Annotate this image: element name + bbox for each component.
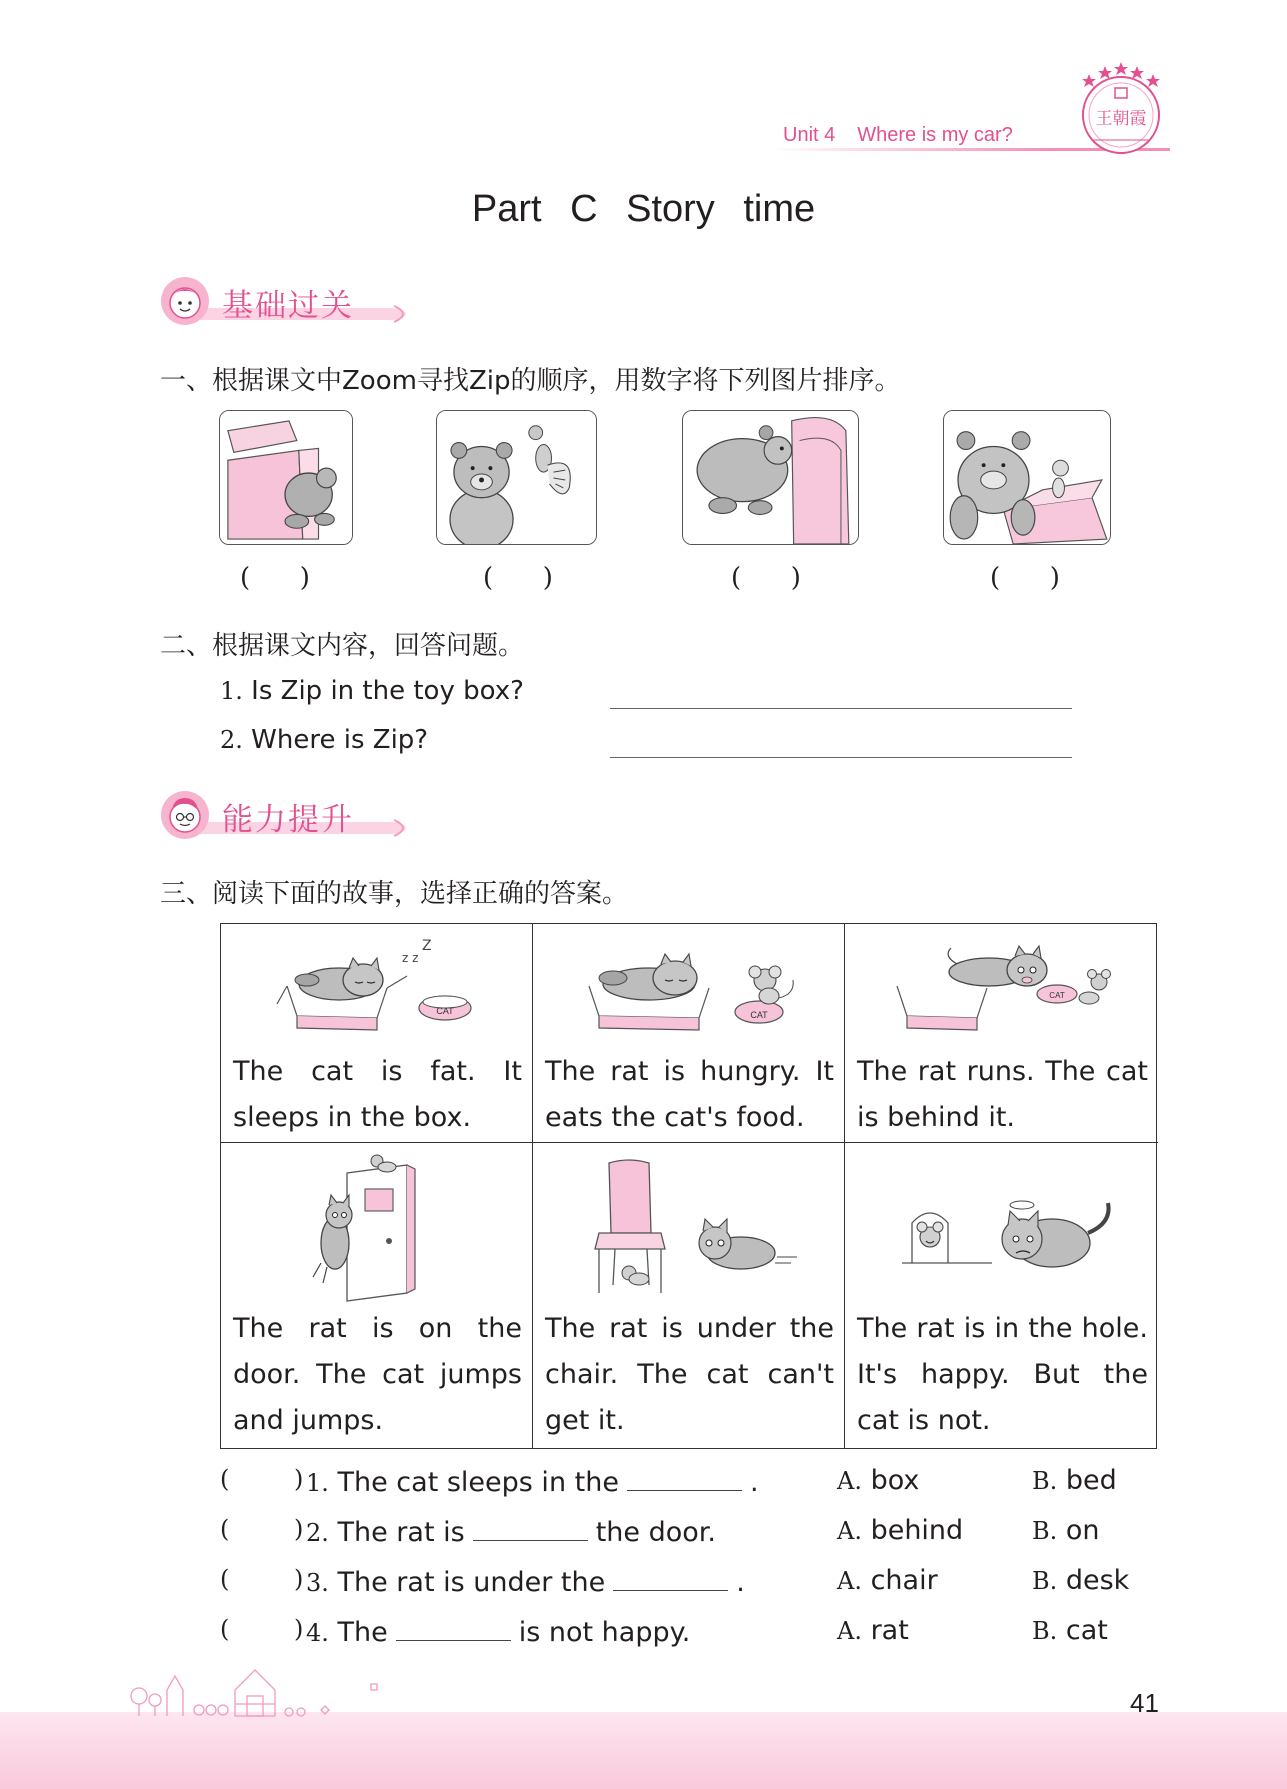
section-banner-advanced xyxy=(160,790,420,844)
panel-5-art xyxy=(533,1153,844,1303)
panel-6-text: The rat is in the hole. It's happy. But the cat is not. xyxy=(857,1313,1148,1436)
option-letter: A. xyxy=(837,1467,862,1495)
bear-at-toy-box-illustration xyxy=(944,411,1110,544)
question-2-item-1 xyxy=(220,676,524,706)
cat-sleeping-in-box-illustration xyxy=(267,936,487,1041)
rat-on-door-cat-jumping-illustration xyxy=(277,1153,477,1303)
answer-line-2[interactable] xyxy=(610,757,1072,758)
footer-town-decoration xyxy=(125,1660,385,1720)
panel-4-text: The rat is on the door. The cat jumps and jumps. xyxy=(233,1313,522,1436)
picture-2 xyxy=(436,410,597,545)
rat-eating-cat-food-illustration xyxy=(569,936,809,1041)
answer-paren-open[interactable]: ( xyxy=(220,1615,230,1643)
mcq-row-3 xyxy=(220,1565,1180,1605)
question-number: 2. xyxy=(306,1519,329,1547)
answer-paren-close[interactable]: ) xyxy=(294,1615,304,1643)
section-label-basic: 基础过关 xyxy=(222,288,354,324)
option-letter: B. xyxy=(1032,1617,1058,1645)
question-1-heading: 一、根据课文中Zoom寻找Zip的顺序，用数字将下列图片排序。 xyxy=(160,366,901,396)
option-text: desk xyxy=(1065,1565,1130,1596)
option-letter: B. xyxy=(1032,1567,1058,1595)
question-3-heading: 三、阅读下面的故事，选择正确的答案。 xyxy=(160,879,629,909)
option-text: behind xyxy=(870,1515,964,1546)
item-number: 2. xyxy=(220,726,243,754)
mcq-row-2 xyxy=(220,1515,1180,1555)
question-stem xyxy=(306,1465,759,1498)
story-panel-6 xyxy=(845,1143,1158,1448)
section-label-advanced: 能力提升 xyxy=(222,802,354,838)
panel-3-text: The rat runs. The cat is behind it. xyxy=(857,1056,1148,1133)
section-banner-basic xyxy=(160,276,420,330)
answer-paren-open[interactable]: ( xyxy=(220,1515,230,1543)
panel-2-art xyxy=(533,936,844,1041)
svg-text:CAT: CAT xyxy=(1048,991,1065,1000)
stem-before: The cat sleeps in the xyxy=(337,1467,619,1498)
bear-behind-chair-illustration xyxy=(683,411,858,544)
running-header xyxy=(783,124,1013,147)
option-text: cat xyxy=(1065,1615,1108,1646)
fill-blank[interactable] xyxy=(473,1515,588,1541)
story-panel-3 xyxy=(845,924,1158,1143)
question-stem xyxy=(306,1515,716,1548)
answer-paren-1[interactable]: ( ) xyxy=(240,563,310,593)
answer-paren-3[interactable]: ( ) xyxy=(731,563,801,593)
svg-text:王朝霞: 王朝霞 xyxy=(1095,109,1147,129)
option-a[interactable] xyxy=(837,1465,919,1496)
option-letter: A. xyxy=(837,1617,862,1645)
rat-running-cat-chasing-illustration xyxy=(877,936,1127,1041)
story-table xyxy=(220,923,1157,1449)
panel-5-text: The rat is under the chair. The cat can't get it. xyxy=(545,1313,834,1436)
panel-2-text: The rat is hungry. It eats the cat's food. xyxy=(545,1056,834,1133)
svg-text:z z: z z xyxy=(401,951,418,965)
panel-3-art xyxy=(845,936,1158,1041)
page-title: Part C Story time xyxy=(471,188,816,230)
answer-paren-close[interactable]: ) xyxy=(294,1515,304,1543)
stem-after: the door. xyxy=(595,1517,716,1548)
option-a[interactable] xyxy=(837,1565,938,1596)
question-number: 1. xyxy=(306,1469,329,1497)
item-text: Where is Zip? xyxy=(251,725,429,755)
rat-under-chair-illustration xyxy=(569,1153,809,1303)
unit-title: Where is my car? xyxy=(857,124,1013,146)
stem-before: The xyxy=(337,1617,388,1648)
picture-1 xyxy=(219,410,353,545)
question-number: 4. xyxy=(306,1619,329,1647)
item-text: Is Zip in the toy box? xyxy=(251,676,524,706)
svg-text:CAT: CAT xyxy=(435,1006,454,1016)
panel-6-art xyxy=(845,1163,1158,1293)
rat-in-hole-sad-cat-illustration xyxy=(882,1163,1122,1293)
publisher-seal xyxy=(1071,60,1171,160)
girl-avatar-icon xyxy=(160,276,210,326)
footer-band xyxy=(0,1712,1287,1789)
option-text: on xyxy=(1065,1515,1100,1546)
option-letter: B. xyxy=(1032,1517,1058,1545)
option-b[interactable] xyxy=(1032,1565,1129,1596)
picture-4 xyxy=(943,410,1111,545)
page-number: 41 xyxy=(1130,1688,1159,1718)
option-text: chair xyxy=(870,1565,938,1596)
option-a[interactable] xyxy=(837,1515,963,1546)
picture-3 xyxy=(682,410,859,545)
story-panel-2 xyxy=(533,924,845,1143)
answer-paren-close[interactable]: ) xyxy=(294,1565,304,1593)
panel-1-art xyxy=(221,936,532,1041)
stem-before: The rat is under the xyxy=(337,1567,606,1598)
option-b[interactable] xyxy=(1032,1515,1100,1546)
question-stem xyxy=(306,1615,690,1648)
option-b[interactable] xyxy=(1032,1465,1117,1496)
bear-sees-squirrel-illustration xyxy=(437,411,596,544)
boy-avatar-icon xyxy=(160,790,210,840)
answer-paren-close[interactable]: ) xyxy=(294,1465,304,1493)
stem-after: . xyxy=(736,1567,745,1598)
option-letter: A. xyxy=(837,1567,862,1595)
fill-blank[interactable] xyxy=(613,1565,728,1591)
panel-1-text: The cat is fat. It sleeps in the box. xyxy=(233,1056,522,1133)
item-number: 1. xyxy=(220,677,243,705)
town-doodle-icon xyxy=(125,1660,385,1720)
bear-on-bed-illustration xyxy=(220,411,352,544)
question-2-heading: 二、根据课文内容，回答问题。 xyxy=(160,631,525,661)
answer-paren-open[interactable]: ( xyxy=(220,1565,230,1593)
panel-4-art xyxy=(221,1153,532,1303)
mcq-row-1 xyxy=(220,1465,1180,1505)
question-number: 3. xyxy=(306,1569,329,1597)
story-panel-5 xyxy=(533,1143,845,1448)
fill-blank[interactable] xyxy=(396,1615,511,1641)
unit-label: Unit 4 xyxy=(783,124,836,146)
option-text: box xyxy=(870,1465,920,1496)
option-letter: B. xyxy=(1032,1467,1058,1495)
mcq-row-4 xyxy=(220,1615,1180,1655)
option-letter: A. xyxy=(837,1517,862,1545)
question-2-item-2 xyxy=(220,725,428,755)
option-text: bed xyxy=(1065,1465,1117,1496)
option-b[interactable] xyxy=(1032,1615,1108,1646)
answer-paren-2[interactable]: ( ) xyxy=(483,563,553,593)
story-panel-4 xyxy=(221,1143,533,1448)
answer-paren-4[interactable]: ( ) xyxy=(990,563,1060,593)
option-a[interactable] xyxy=(837,1615,909,1646)
fill-blank[interactable] xyxy=(627,1465,742,1491)
story-panel-1 xyxy=(221,924,533,1143)
stem-after: . xyxy=(749,1467,759,1498)
stem-after: is not happy. xyxy=(518,1617,691,1648)
question-stem xyxy=(306,1565,745,1598)
answer-paren-open[interactable]: ( xyxy=(220,1465,230,1493)
stem-before: The rat is xyxy=(337,1517,465,1548)
svg-text:Z: Z xyxy=(421,938,432,954)
option-text: rat xyxy=(870,1615,909,1646)
answer-line-1[interactable] xyxy=(610,708,1072,709)
svg-text:CAT: CAT xyxy=(749,1010,768,1020)
